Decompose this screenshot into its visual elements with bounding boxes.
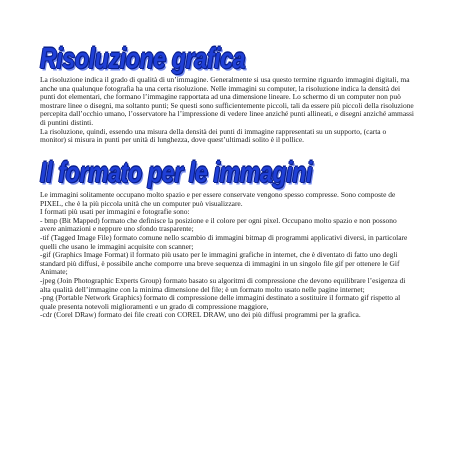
list-item-tif: -tif (Tagged Image File) formato comune nello scambio di immagini bitmap di programmi applicativi diversi, in particolare quelli che usano le immagini acquisite con scanner;: [40, 232, 408, 251]
section-body-risoluzione: [40, 76, 414, 145]
paragraph: I formati più usati per immagini e fotografie sono:: [40, 207, 190, 217]
list-item-png: -png (Portable Network Graphics) formato di compressione delle immagini destinato a sostituire il formato gif rispetto al quale presenta notevoli miglioramenti e un grado di compressione maggiore,: [40, 293, 401, 311]
list-item-cdr: -cdr (Corel DRaw) formato dei file creati con COREL DRAW, uno dei più diffusi programmi per la grafica.: [40, 310, 361, 320]
paragraph: Le immagini solitamente occupano molto spazio e per essere conservate vengono spesso compresse. Sono composte de PIXEL, che è la più piccola unità che un computer può visualizzare.: [40, 190, 396, 208]
paragraph: La risoluzione, quindi, essendo una misura della densità dei punti di immagine rappresentati su un supporto, (carta o monitor) si misura in punti per unità di lunghezza, dove quest’ultimadi solito è il pollice.: [40, 126, 387, 145]
paragraph: La risoluzione indica il grado di qualità di un’immagine. Generalmente si usa questo termine riguardo immagini digitali, ma anche una qualunque fotografia ha una certa risoluzione. Nelle immagini su computer, la risoluzione indica la densità dei punti dot elementari, che formano l’immagine rapportata ad una dimensione lineare. Lo schermo di un computer non può mostrare linee o disegni, ma soltanto punti; Se questi sono sufficientemente piccoli, tali da essere più piccoli della risoluzione percepita dall’occhio umano, l’osservatore ha l’impressione di vedere linee anziché punti allineati, e disegni anziché ammassi di puntini distinti.: [40, 75, 415, 127]
section-body-formato: [40, 191, 414, 320]
section-heading-risoluzione: Risoluzione grafica: [40, 41, 246, 74]
list-item-bmp: - bmp (Bit Mapped) formato che definisce la posizione e il colore per ogni pixel. Occupano molto spazio e non possono avere animazioni e neppure uno sfondo trasparente;: [40, 215, 397, 234]
section-heading-formato: Il formato per le immagini: [40, 155, 313, 188]
list-item-gif: -gif (Graphics Image Format) il formato più usato per le immagini grafiche in internet, che è diventato di fatto uno degli standard più diffusi, è possibile anche comporre una breve sequenza di immagini in un singolo file gif per ottenere le Gif Animate;: [40, 250, 400, 277]
list-item-jpeg: -jpeg (Join Photographic Experts Group) formato basato su algoritmi di compressione che devono equilibrare l’esigenza di alta qualità dell’immagine con la minima dimensione del file; è un formato molto usato nelle pagine internet;: [40, 275, 406, 294]
